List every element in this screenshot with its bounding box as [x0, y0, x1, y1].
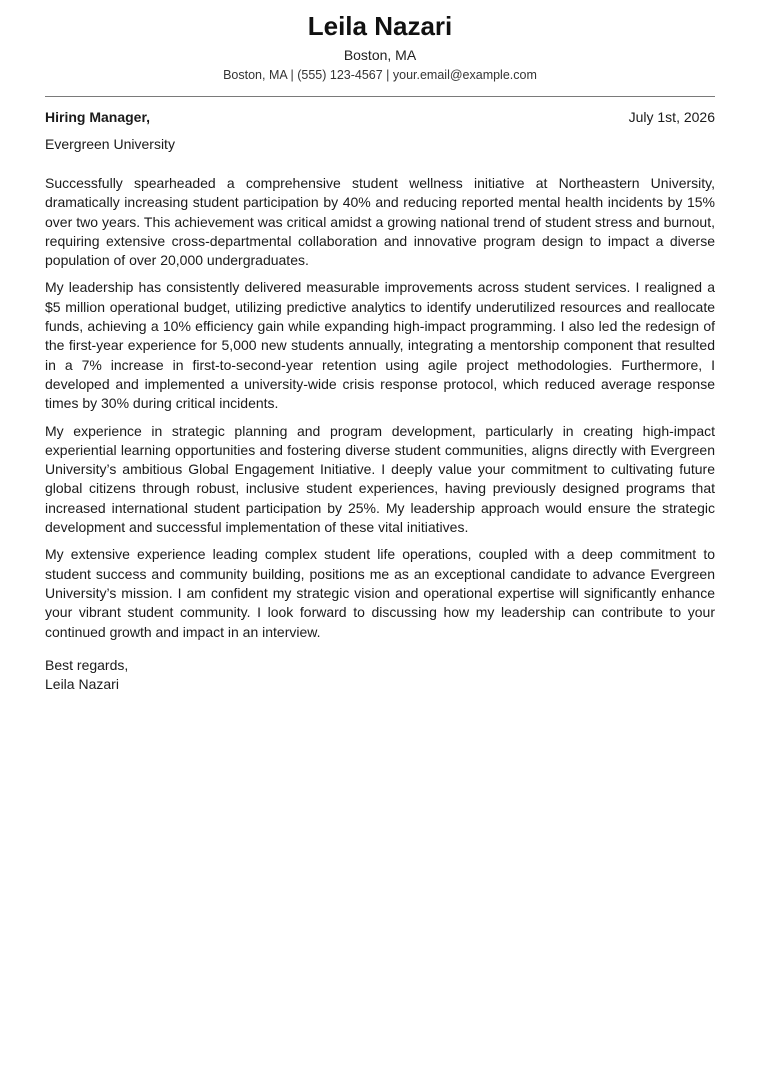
sender-location: Boston, MA: [343, 47, 417, 63]
body-paragraph: My experience in strategic planning and program development, particularly in creating high-impact experiential learning opportunities and fostering diverse student communities, aligns directly with Evergreen University’s ambitious Global Engagement Initiative. I deeply value your commitment to cultivating future global citizens through robust, inclusive student experiences, having previously designed programs that increased international student participation by 25%. My leadership approach would ensure the strategic development and successful implementation of these vital initiatives.: [45, 422, 715, 536]
body-paragraph: Successfully spearheaded a comprehensive student wellness initiative at Northeastern University, dramatically increasing student participation by 40% and reducing reported mental health incidents by 15% over two years. This achievement was critical amidst a growing national trend of student stress and burnout, requiring extensive cross-departmental collaboration and innovative program design to impact a diverse population of over 20,000 undergraduates.: [45, 175, 715, 269]
closing-phrase: Best regards,: [45, 656, 129, 673]
signature-name: Leila Nazari: [45, 675, 119, 692]
recipient-organization: Evergreen University: [45, 136, 175, 152]
body-paragraph: My extensive experience leading complex student life operations, coupled with a deep commitment to student success and community building, positions me as an exceptional candidate to advance Evergreen University’s mission. I am confident my strategic vision and operational expertise will significantly enhance your vibrant student community. I look forward to discussing how my leadership can contribute to your continued growth and impact in an interview.: [45, 546, 715, 640]
letter-header: [45, 0, 715, 84]
sender-contact-line: Boston, MA | (555) 123-4567 | your.email@example.com: [223, 68, 537, 82]
letter-closing: [45, 656, 715, 694]
letter-date: July 1st, 2026: [628, 109, 715, 125]
letter-body: [45, 174, 715, 642]
recipient-date-row: [45, 108, 715, 126]
sender-name: Leila Nazari: [307, 11, 453, 41]
recipient-salutation: Hiring Manager,: [45, 109, 151, 125]
header-divider: [45, 96, 715, 97]
body-paragraph: My leadership has consistently delivered measurable improvements across student services. I realigned a $5 million operational budget, utilizing predictive analytics to identify underutilized resources and reallocate funds, achieving a 10% efficiency gain while expanding high-impact programming. I also led the redesign of the first-year experience for 5,000 new students annually, integrating a mentorship component that resulted in a 7% increase in first-to-second-year retention using agile project methodologies. Furthermore, I developed and implemented a university-wide crisis response protocol, which reduced average response times by 30% during critical incidents.: [45, 279, 715, 412]
